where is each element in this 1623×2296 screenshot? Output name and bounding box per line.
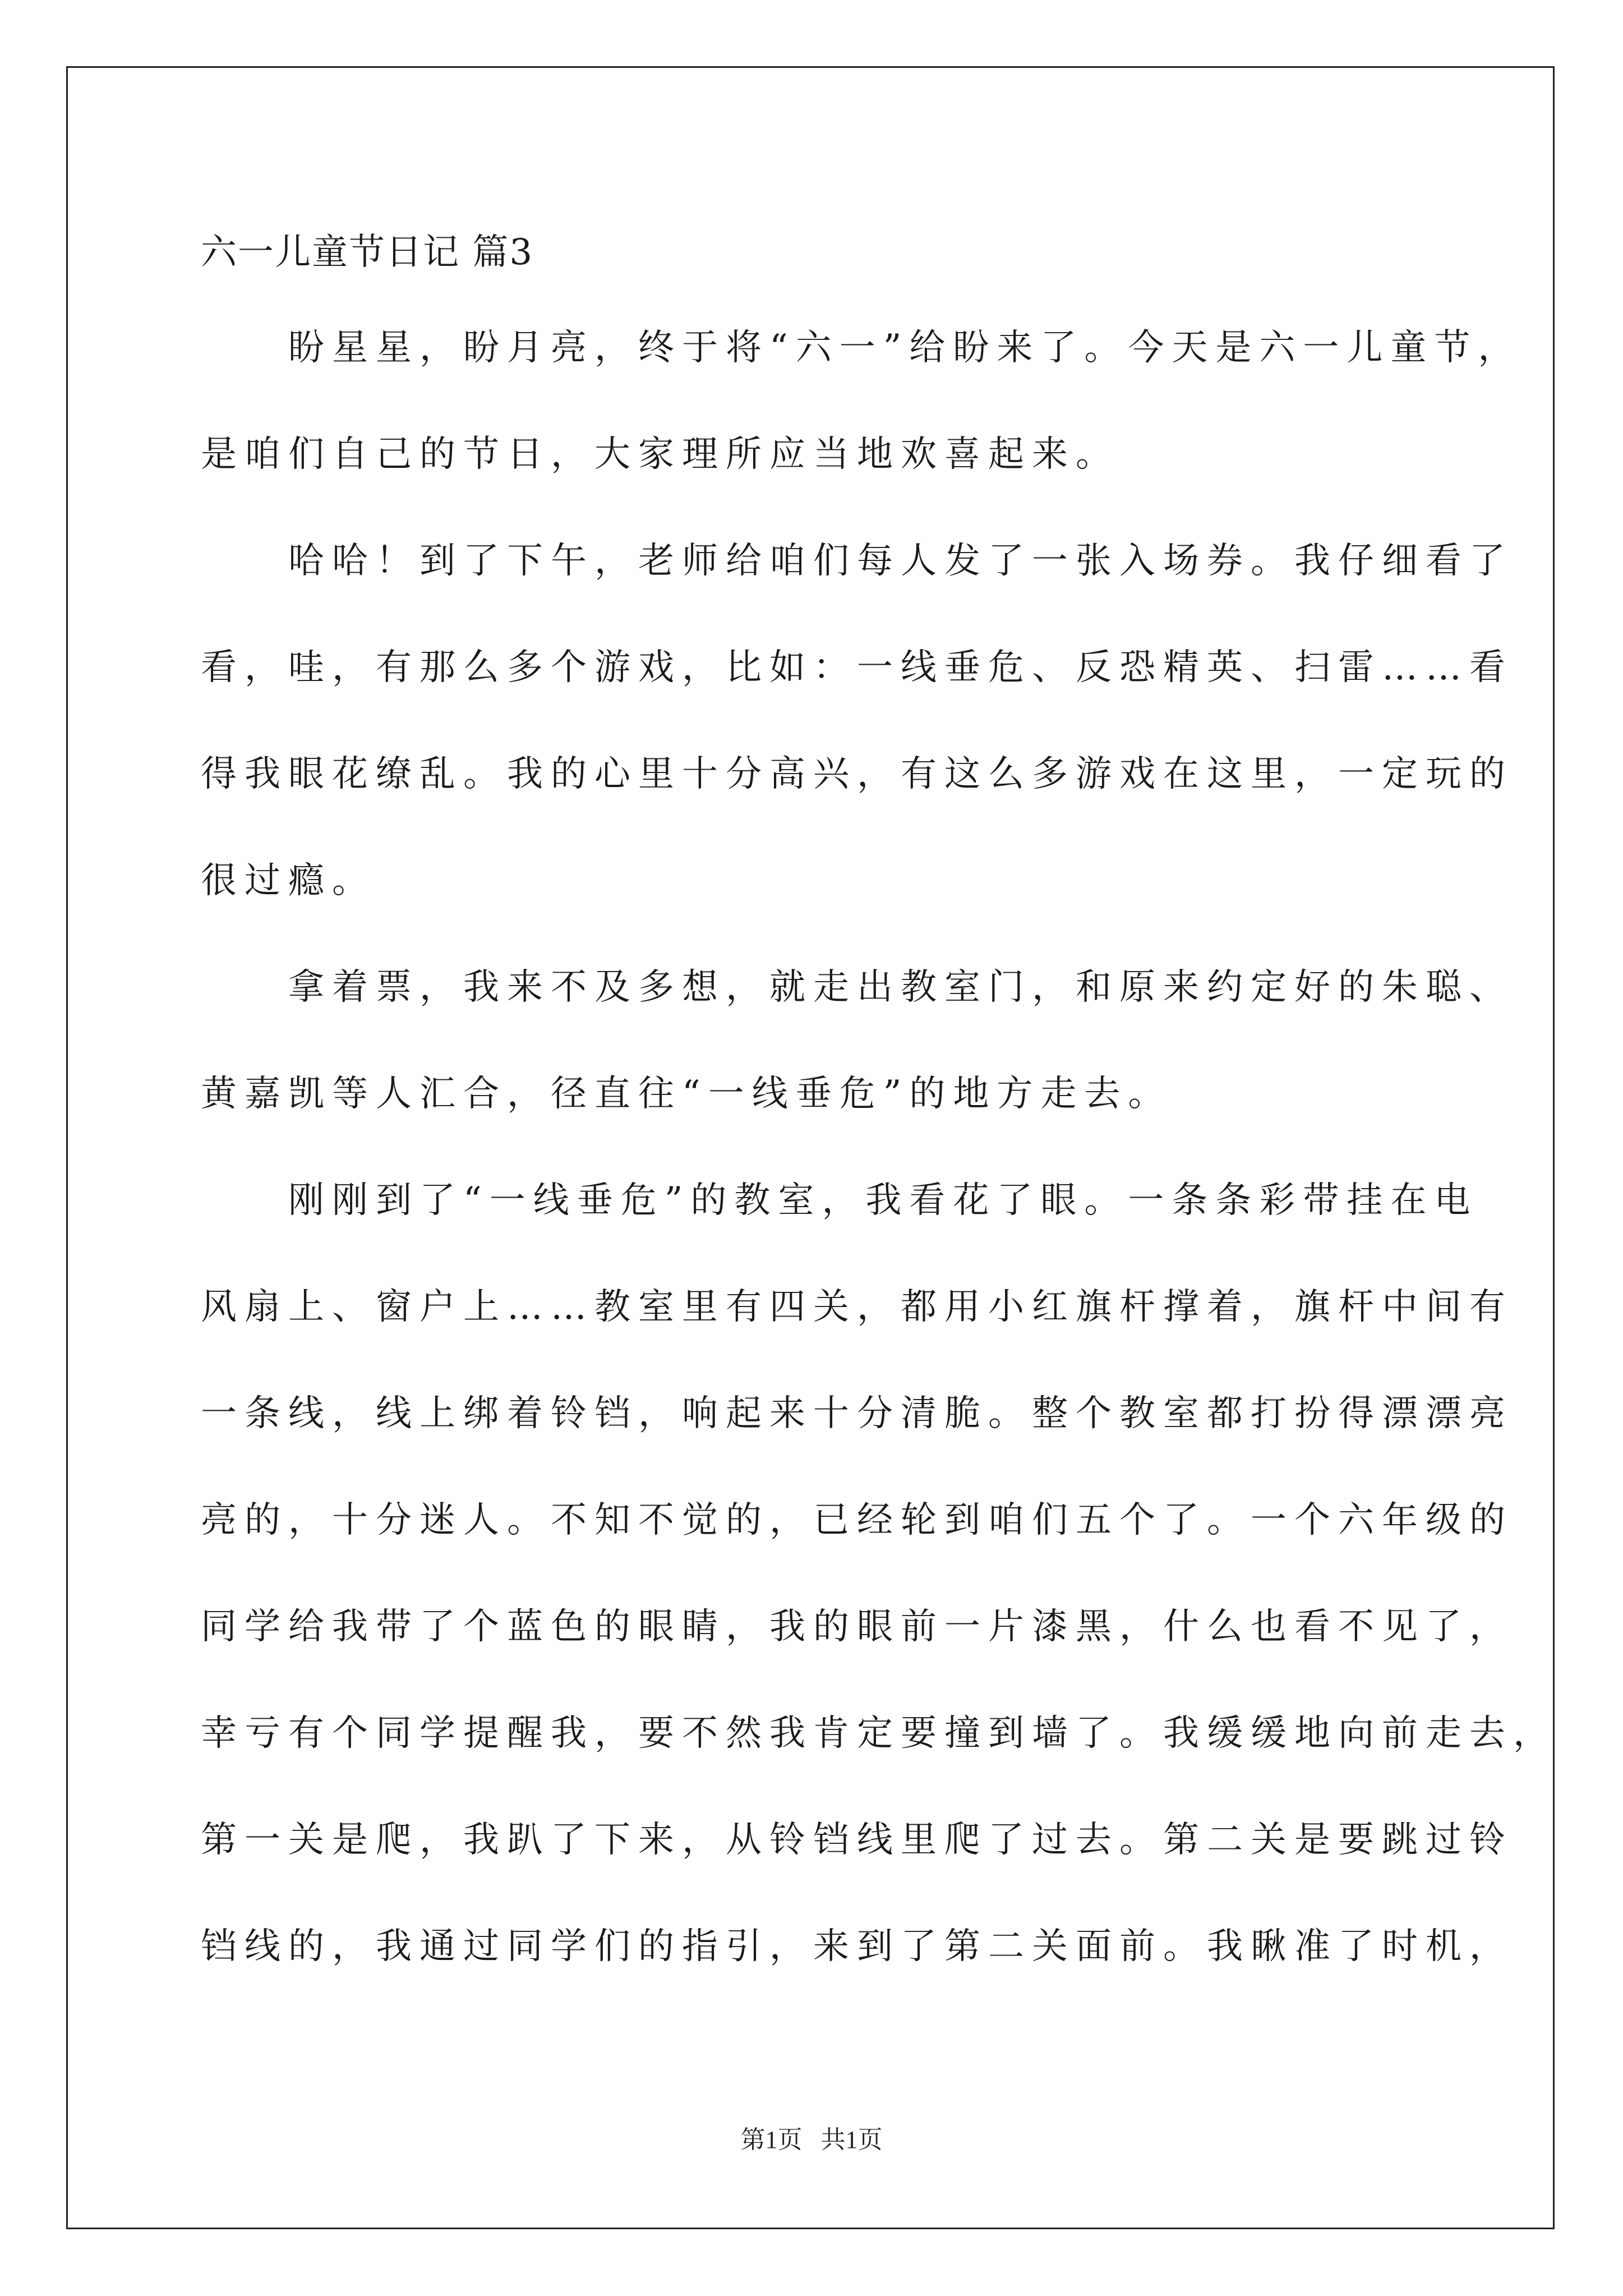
body-line: 很过瘾。 [201, 860, 376, 901]
page-border [66, 66, 1555, 2229]
body-line: 刚刚到了“一线垂危”的教室，我看花了眼。一条条彩带挂在电 [201, 1180, 1478, 1221]
body-line: 风扇上、窗户上……教室里有四关，都用小红旗杆撑着，旗杆中间有 [201, 1286, 1513, 1328]
body-line: 亮的，十分迷人。不知不觉的，已经轮到咱们五个了。一个六年级的 [201, 1499, 1513, 1541]
document-title: 六一儿童节日记 篇3 [201, 232, 534, 273]
body-line: 得我眼花缭乱。我的心里十分高兴，有这么多游戏在这里，一定玩的 [201, 753, 1513, 795]
body-line: 铛线的，我通过同学们的指引，来到了第二关面前。我瞅准了时机， [201, 1926, 1513, 1967]
body-line: 黄嘉凯等人汇合，径直往“一线垂危”的地方走去。 [201, 1073, 1172, 1115]
body-line: 拿着票，我来不及多想，就走出教室门，和原来约定好的朱聪、 [201, 967, 1513, 1008]
body-line: 看，哇，有那么多个游戏，比如：一线垂危、反恐精英、扫雷……看 [201, 647, 1513, 688]
body-line: 哈哈！到了下午，老师给咱们每人发了一张入场券。我仔细看了 [201, 540, 1513, 582]
page-footer: 第1页 共1页 [740, 2126, 883, 2154]
body-line: 第一关是爬，我趴了下来，从铃铛线里爬了过去。第二关是要跳过铃 [201, 1819, 1513, 1861]
body-line: 盼星星，盼月亮，终于将“六一”给盼来了。今天是六一儿童节， [201, 327, 1522, 369]
body-line: 幸亏有个同学提醒我，要不然我肯定要撞到墙了。我缓缓地向前走去， [201, 1713, 1557, 1754]
body-line: 一条线，线上绑着铃铛，响起来十分清脆。整个教室都打扮得漂漂亮 [201, 1393, 1513, 1434]
body-line: 是咱们自己的节日，大家理所应当地欢喜起来。 [201, 434, 1119, 475]
body-line: 同学给我带了个蓝色的眼睛，我的眼前一片漆黑，什么也看不见了， [201, 1606, 1513, 1648]
